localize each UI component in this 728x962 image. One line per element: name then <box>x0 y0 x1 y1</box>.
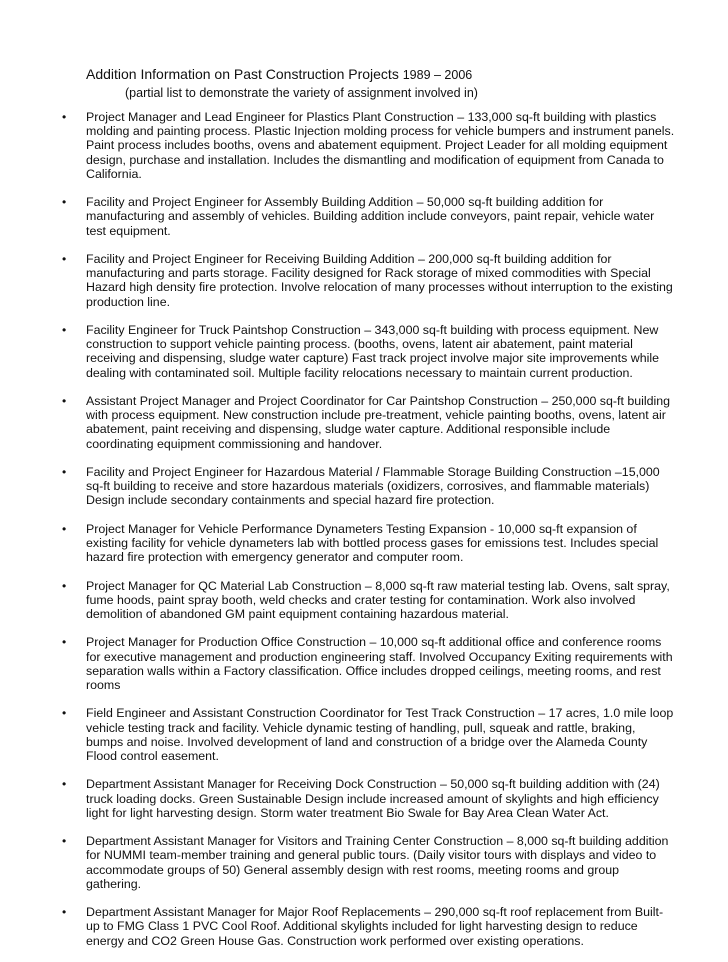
bullet-icon: • <box>62 834 67 849</box>
list-item <box>0 834 676 891</box>
list-item-text: Project Manager for Production Office Construction – 10,000 sq-ft additional office and conference rooms for executive management and production engineering staff. Involved Occupancy Exiting requirements with separation walls within a Factory classification. Office includes dropped ceilings, meeting rooms, and rest rooms <box>86 635 673 692</box>
list-item <box>0 252 676 309</box>
bullet-icon: • <box>62 252 67 266</box>
bullet-icon: • <box>62 195 67 210</box>
bullet-icon: • <box>62 777 67 792</box>
bullet-icon: • <box>62 706 67 721</box>
list-item-text: Project Manager for Vehicle Performance Dynameters Testing Expansion - 10,000 sq-ft expansion of existing facility for vehicle dynameters lab with bottled process gases for emissions test. Includes special hazard fire protection with emergency generator and computer room. <box>86 521 659 565</box>
list-item <box>0 110 676 181</box>
list-item <box>0 465 676 508</box>
bullet-icon: • <box>62 394 67 408</box>
bullet-icon: • <box>62 465 67 479</box>
title-years: 1989 – 2006 <box>402 68 473 82</box>
list-item-text: Field Engineer and Assistant Construction Coordinator for Test Track Construction – 17 acres, 1.0 mile loop vehicle testing track and facility. Vehicle dynamic testing of handling, pull, squeak and rattle, braking, bumps and noise. Involved development of land and construction of a bridge over the Alameda County Flood control easement. <box>86 706 674 763</box>
list-item-text: Facility and Project Engineer for Receiving Building Addition – 200,000 sq-ft building addition for manufacturing and parts storage. Facility designed for Rack storage of mixed commodities with Special Hazard high density fire protection. Involve relocation of many processes without interruption to the existing production line. <box>86 252 673 309</box>
list-item <box>0 522 676 565</box>
list-item <box>0 195 676 238</box>
bullet-icon: • <box>62 323 67 337</box>
bullet-icon: • <box>62 521 67 536</box>
list-item-text: Department Assistant Manager for Receiving Dock Construction – 50,000 sq-ft building addition with (24) truck loading docks. Green Sustainable Design include increased amount of skylights and high efficiency light for light harvesting design. Storm water treatment Bio Swale for Bay Area Clean Water Act. <box>86 777 660 820</box>
list-item <box>0 777 676 820</box>
bullet-icon: • <box>62 110 67 124</box>
list-item <box>0 706 676 763</box>
list-item-text: Assistant Project Manager and Project Coordinator for Car Paintshop Construction – 250,000 sq-ft building with process equipment. New construction include pre-treatment, vehicle painting booths, ovens, latent air abatement, paint receiving and dispensing, sludge water capture. Additional responsible include coordinating equipment commissioning and handover. <box>86 394 671 451</box>
title-text: Addition Information on Past Construction Projects <box>86 66 399 82</box>
list-item-text: Facility and Project Engineer for Assembly Building Addition – 50,000 sq-ft building addition for manufacturing and assembly of vehicles. Building addition include conveyors, paint repair, vehicle water test equipment. <box>86 195 655 238</box>
list-item <box>0 635 676 692</box>
list-item <box>0 905 676 948</box>
list-item-text: Facility Engineer for Truck Paintshop Construction – 343,000 sq-ft building with process equipment. New construction to support vehicle painting process. (booths, ovens, latent air abatement, paint material receiving and dispensing, sludge water capture) Fast track project involve major site improvements while dealing with contaminated soil. Multiple facility relocations necessary to maintain current production. <box>86 323 659 380</box>
list-item <box>0 394 676 451</box>
bullet-icon: • <box>62 905 67 920</box>
header-block <box>86 66 686 101</box>
list-item-text: Project Manager and Lead Engineer for Plastics Plant Construction – 133,000 sq-ft building with plastics molding and painting process. Plastic Injection molding process for vehicle bumpers and instrument panels. Paint process includes booths, ovens and abatement equipment. Project Leader for all molding equipment design, purchase and installation. Includes the dismantling and modification of equipment from Canada to California. <box>86 110 675 181</box>
list-item-text: Department Assistant Manager for Major Roof Replacements – 290,000 sq-ft roof replacement from Built-up to FMG Class 1 PVC Cool Roof. Additional skylights included for light harvesting design to reduce energy and CO2 Green House Gas. Construction work performed over existing operations. <box>86 905 664 948</box>
bullet-icon: • <box>62 635 67 650</box>
list-item <box>0 323 676 380</box>
page-subtitle: (partial list to demonstrate the variety of assignment involved in) <box>125 86 478 100</box>
page-title <box>86 66 686 84</box>
list-item-text: Department Assistant Manager for Visitors and Training Center Construction – 8,000 sq-ft building addition for NUMMI team-member training and general public tours. (Daily visitor tours with displays and video to accommodate groups of 50) General assembly design with rest rooms, meeting rooms and group gathering. <box>86 834 669 891</box>
project-list <box>0 110 728 962</box>
list-item <box>0 579 676 622</box>
bullet-icon: • <box>62 578 67 593</box>
list-item-text: Facility and Project Engineer for Hazardous Material / Flammable Storage Building Construction –15,000 sq-ft building to receive and store hazardous materials (oxidizers, corrosives, and flammable materials) Design include secondary containments and special hazard fire protection. <box>86 465 660 508</box>
list-item-text: Project Manager for QC Material Lab Construction – 8,000 sq-ft raw material testing lab. Ovens, salt spray, fume hoods, paint spray booth, weld checks and crater testing for contamination. Work also involved demolition of abandoned GM paint equipment containing hazardous material. <box>86 578 670 621</box>
